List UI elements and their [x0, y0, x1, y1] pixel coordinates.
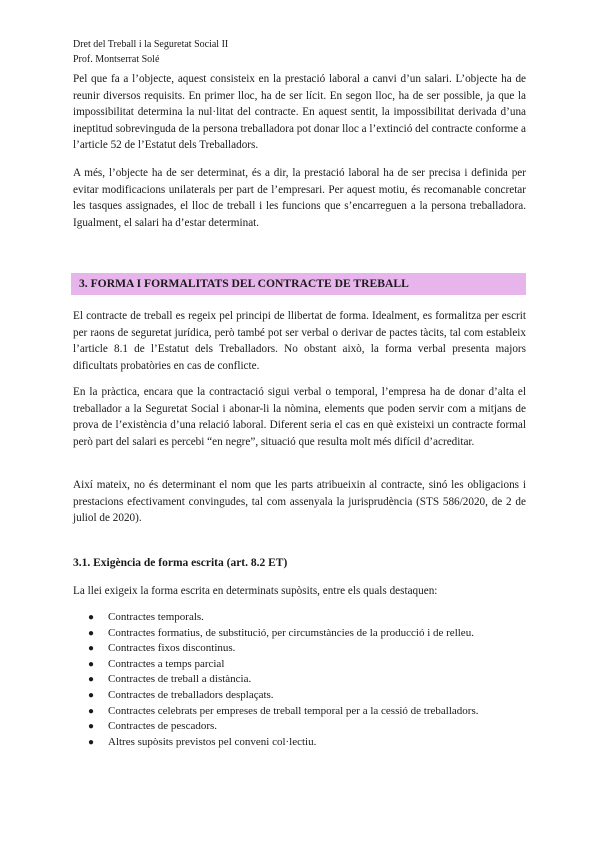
list-item-text: Contractes de treball a distància.	[108, 673, 252, 686]
list-item	[88, 688, 528, 704]
course-title: Dret del Treball i la Seguretat Social II	[73, 39, 229, 50]
page-header	[73, 37, 228, 67]
paragraph-object-determined: A més, l’objecte ha de ser determinat, és a dir, la prestació laboral ha de ser precisa i definida per evitar modificacions unilaterals per part de l’empresari. Per aquest motiu, és recomanable concretar les tasques assignades, el lloc de treball i les funcions que s’encarreguen a la persona treballadora. Igualment, el salari ha d’estar determinat.	[73, 167, 526, 229]
professor-name: Prof. Montserrat Solé	[73, 54, 160, 65]
paragraph-jurisprudence: Així mateix, no és determinant el nom que les parts atribueixin al contracte, sinó les obligacions i prestacions efectivament convingudes, tal com assenyala la jurisprudència (STS 586/2020, de 2 de juliol de 2020).	[73, 479, 526, 524]
subsection-heading: 3.1. Exigència de forma escrita (art. 8.2 ET)	[73, 557, 288, 569]
list-item	[88, 719, 528, 735]
list-item	[88, 735, 528, 751]
list-item-text: Contractes de pescadors.	[108, 720, 218, 733]
bullet-icon: ●	[88, 705, 95, 717]
list-item-text: Contractes fixos discontinus.	[108, 642, 236, 655]
bullet-icon: ●	[88, 721, 95, 733]
section-heading: 3. FORMA I FORMALITATS DEL CONTRACTE DE TREBALL	[71, 273, 526, 295]
list-item	[88, 704, 528, 720]
bullet-icon: ●	[88, 736, 95, 748]
list-item	[88, 610, 528, 626]
bullet-icon: ●	[88, 627, 95, 639]
bullet-icon: ●	[88, 643, 95, 655]
list-item	[88, 626, 528, 642]
bullet-icon: ●	[88, 612, 95, 623]
list-item-text: Contractes temporals.	[108, 611, 204, 623]
list-item-text: Contractes formatius, de substitució, per circumstàncies de la producció i de relleu.	[108, 626, 474, 639]
list-item-text: Contractes de treballadors desplaçats.	[108, 688, 274, 701]
list-item	[88, 657, 528, 673]
list-item	[88, 641, 528, 657]
list-item	[88, 672, 528, 688]
list-item-text: Contractes a temps parcial	[108, 657, 225, 670]
paragraph-freedom-of-form: El contracte de treball es regeix pel principi de llibertat de forma. Idealment, es formalitza per escrit per raons de seguretat jurídica, però també pot ser verbal o derivar de pactes tàcits, tal com estableix l’article 8.1 de l’Estatut dels Treballadors. No obstant això, la forma verbal presenta majors dificultats probatòries en cas de conflicte.	[73, 310, 526, 372]
written-form-list	[88, 610, 528, 750]
bullet-icon: ●	[88, 689, 95, 701]
list-item-text: Altres supòsits previstos pel conveni col·lectiu.	[108, 735, 317, 748]
subsection-intro: La llei exigeix la forma escrita en determinats supòsits, entre els quals destaquen:	[73, 585, 438, 597]
paragraph-object-requirements: Pel que fa a l’objecte, aquest consisteix en la prestació laboral a canvi d’un salari. L’objecte ha de reunir diversos requisits. En primer lloc, ha de ser lícit. En segon lloc, ha de ser possible, ja que la impossibilitat determina la nul·litat del contracte. En aquest sentit, la impossibilitat derivada d’una ineptitud sobrevinguda de la persona treballadora pot donar lloc a l’extinció del contracte conforme a l’article 52 de l’Estatut dels Treballadors.	[73, 73, 526, 151]
paragraph-practice: En la pràctica, encara que la contractació sigui verbal o temporal, l’empresa ha de donar d’alta el treballador a la Seguretat Social i abonar-li la nòmina, elements que poden servir com a mitjans de prova de l’existència d’una relació laboral. Diferent seria el cas en què existeixi un contracte formal però part del salari es percebi “en negre”, situació que resulta molt més difícil d’acreditar.	[73, 386, 526, 448]
bullet-icon: ●	[88, 658, 95, 670]
bullet-icon: ●	[88, 674, 95, 686]
list-item-text: Contractes celebrats per empreses de treball temporal per a la cessió de treballadors.	[108, 704, 479, 717]
